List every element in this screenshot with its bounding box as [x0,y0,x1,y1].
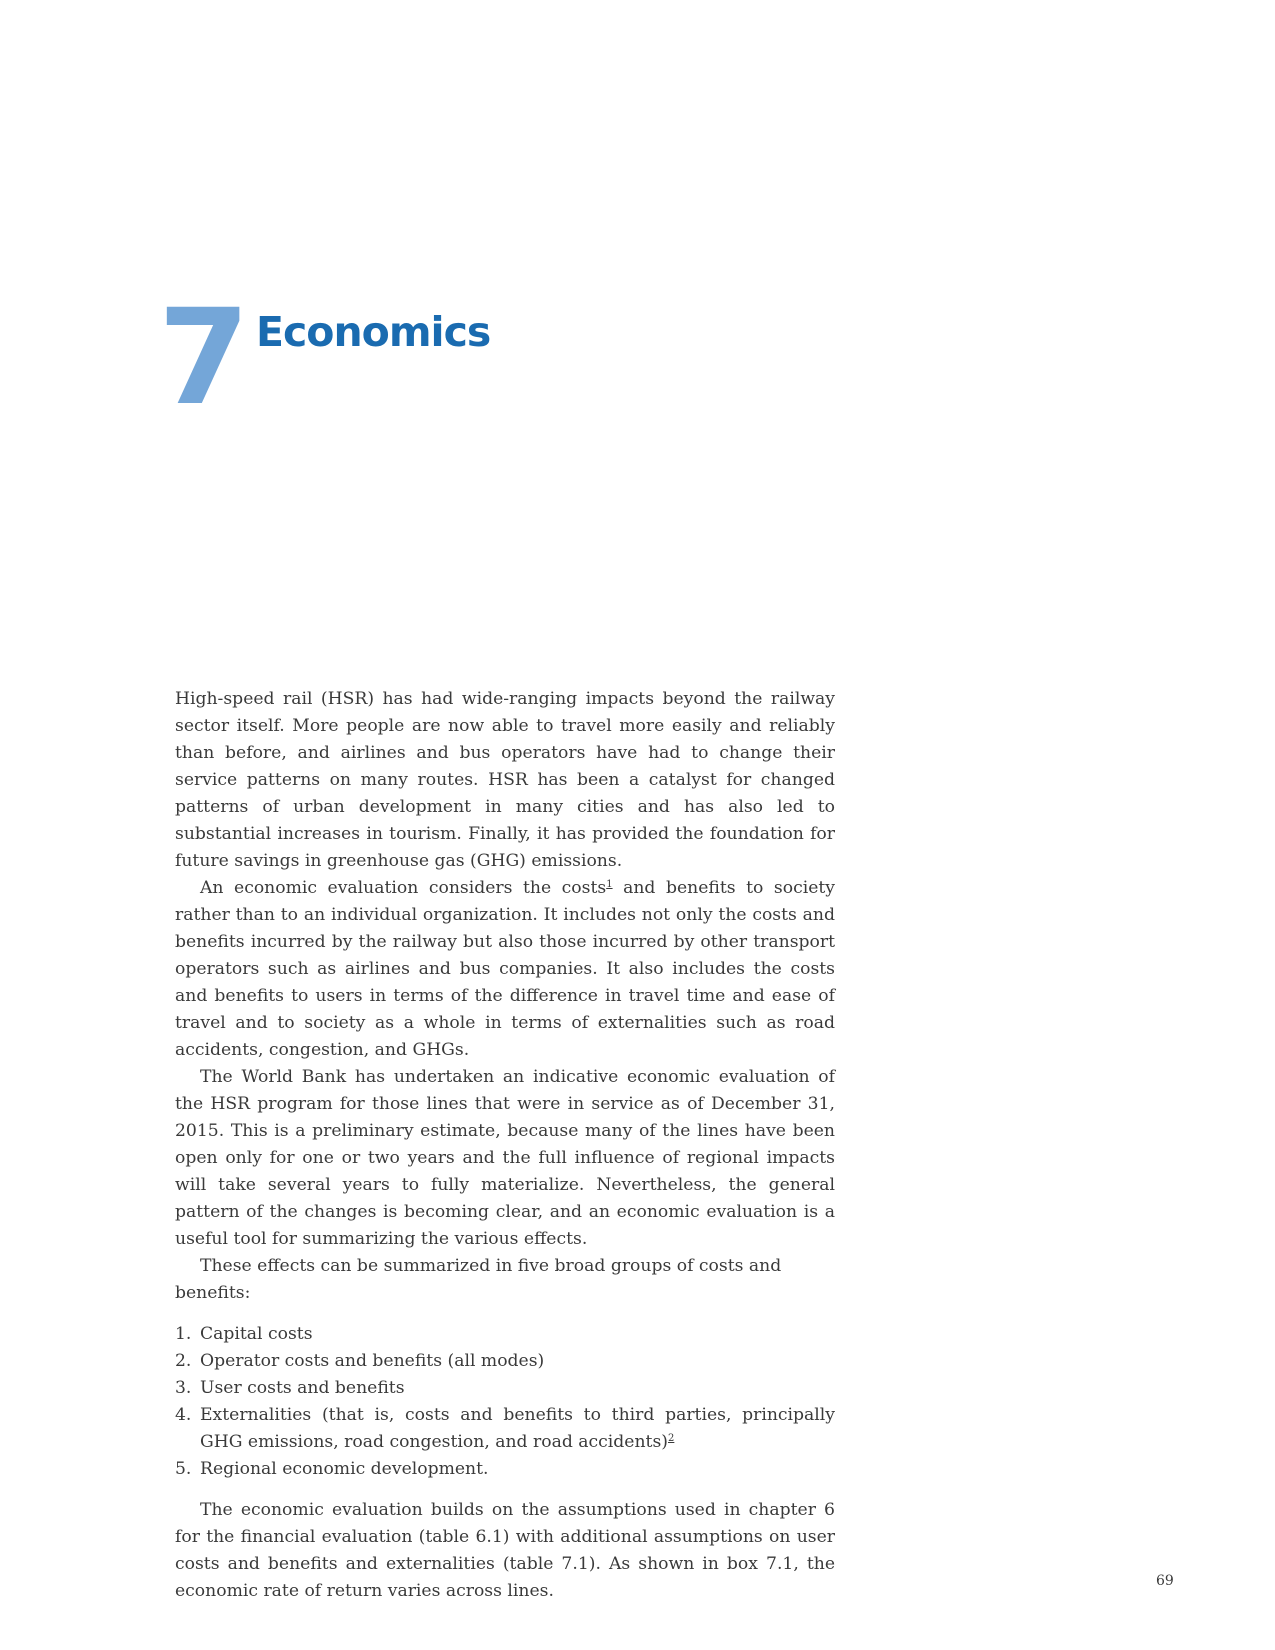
cost-benefit-groups-list [175,1321,835,1483]
list-item-text: User costs and benefits [200,1378,405,1398]
list-item [175,1402,835,1456]
paragraph-closing: The economic evaluation builds on the assumptions used in chapter 6 for the financial evaluation (table 6.1) with additional assumptions on user costs and benefits and externalities (table 7.1). As shown in box 7.1, the economic rate of return varies across lines. [175,1500,835,1601]
list-item [175,1375,835,1402]
paragraph-effects-intro: These effects can be summarized in five broad groups of costs and benefits: [175,1256,782,1303]
chapter-title: Economics [256,308,491,356]
paragraph-economic-evaluation [175,875,835,1064]
list-item-text: Regional economic development. [200,1459,489,1479]
footnote-ref-2[interactable]: 2 [667,1433,675,1444]
list-item-text: Externalities (that is, costs and benefits to third parties, principally GHG emissions, road congestion, and road accidents) [200,1405,835,1452]
list-item-text: Operator costs and benefits (all modes) [200,1351,545,1371]
list-item [175,1321,835,1348]
list-item-text: Capital costs [200,1324,313,1344]
page-number: 69 [1156,1573,1174,1589]
paragraph-text: and benefits to society rather than to an individual organization. It includes not only the costs and benefits incurred by the railway but also those incurred by other transport operators such as airlines and bus companies. It also includes the costs and benefits to users in terms of the difference in travel time and ease of travel and to society as a whole in terms of externalities such as road accidents, congestion, and GHGs. [175,878,835,1060]
footnote-ref-1[interactable]: 1 [606,879,613,890]
paragraph-intro: High-speed rail (HSR) has had wide-ranging impacts beyond the railway sector itself. More people are now able to travel more easily and reliably than before, and airlines and bus operators have had to change their service patterns on many routes. HSR has been a catalyst for changed patterns of urban development in many cities and has also led to substantial increases in tourism. Finally, it has provided the foundation for future savings in greenhouse gas (GHG) emissions. [175,689,835,871]
list-number: 3. [175,1378,192,1398]
paragraph-text: An economic evaluation considers the costs [200,878,607,898]
list-number: 5. [175,1459,192,1479]
list-item [175,1348,835,1375]
list-number: 4. [175,1405,192,1425]
list-number: 1. [175,1324,192,1344]
body-text [175,686,835,1605]
chapter-number: 7 [158,281,246,435]
list-number: 2. [175,1351,192,1371]
paragraph-world-bank: The World Bank has undertaken an indicative economic evaluation of the HSR program for those lines that were in service as of December 31, 2015. This is a preliminary estimate, because many of the lines have been open only for one or two years and the full influence of regional impacts will take several years to fully materialize. Nevertheless, the general pattern of the changes is becoming clear, and an economic evaluation is a useful tool for summarizing the various effects. [175,1067,835,1249]
list-item [175,1456,835,1483]
